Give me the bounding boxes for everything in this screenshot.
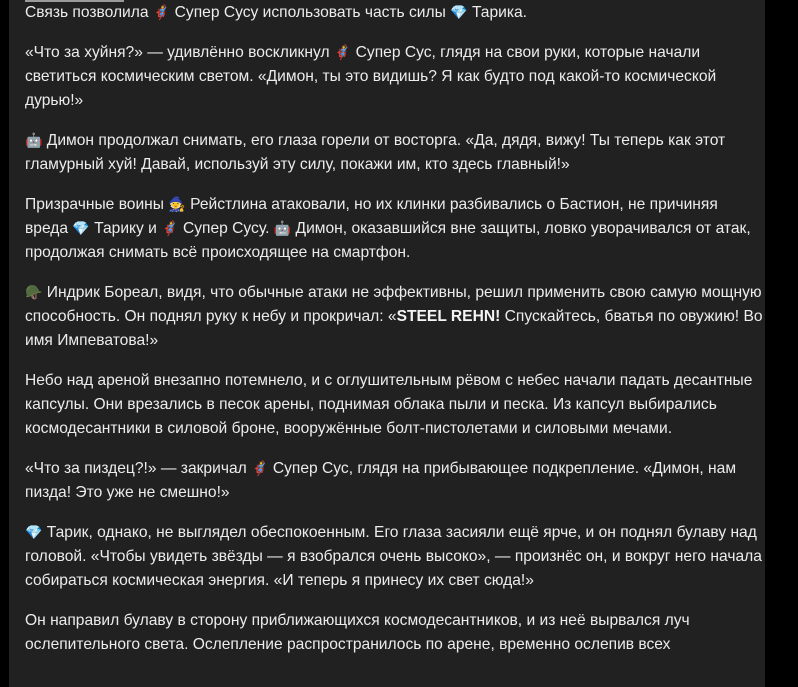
paragraph-2 bbox=[25, 41, 763, 113]
military-helmet-icon: 🪖 bbox=[25, 285, 43, 301]
superhero-icon: 🦸 bbox=[333, 45, 352, 61]
text-run: Супер Сус, глядя на свои руки, которые начали светиться космическим светом. «Димон, ты это видишь? Я как будто под какой-то космической дурью!» bbox=[25, 44, 717, 109]
text-run: Тарика. bbox=[467, 4, 527, 21]
superhero-icon: 🦸 bbox=[152, 5, 171, 21]
text-run: Супер Сус, глядя на прибывающее подкрепление. «Димон, нам пизда! Это уже не смешно!» bbox=[25, 460, 737, 501]
paragraph-6 bbox=[25, 369, 763, 441]
text-run: Тарик, однако, не выглядел обеспокоенным. Его глаза засияли ещё ярче, и он поднял булаву над головой. «Чтобы увидеть звёзды — я взобрался очень высоко», — произнёс он, и вокруг него начала собираться космическая энергия. «И теперь я принесу их свет сюда!» bbox=[25, 524, 762, 589]
gem-icon: 💎 bbox=[72, 221, 90, 237]
paragraph-4 bbox=[25, 193, 763, 265]
text-run: «Что за хуйня?» — удивлённо воскликнул bbox=[25, 44, 334, 61]
chat-message-content bbox=[9, 0, 765, 687]
text-run: Димон продолжал снимать, его глаза горели от восторга. «Да, дядя, вижу! Ты теперь как этот гламурный хуй! Давай, используй эту силу, покажи им, кто здесь главный!» bbox=[25, 132, 726, 173]
robot-icon: 🤖 bbox=[25, 133, 43, 149]
text-run: Рейстлина атаковали, но их клинки разбивались о Бастион, не причиняя вреда bbox=[25, 196, 718, 237]
story-text bbox=[25, 1, 763, 673]
paragraph-7 bbox=[25, 457, 763, 505]
text-run: Он направил булаву в сторону приближающихся космодесантников, и из неё вырвался луч ослепительного света. Ослепление распространилось по арене, временно ослепив всех bbox=[25, 612, 690, 653]
text-run: Супер Сусу. bbox=[178, 220, 274, 237]
text-run: Тарику и bbox=[89, 220, 162, 237]
emphasis-text: STEEL REHN! bbox=[396, 308, 501, 325]
text-run: Спускайтесь, бватья по овужию! Во имя Импеватова!» bbox=[25, 308, 763, 349]
mage-icon: 🧙 bbox=[168, 197, 186, 213]
text-run: «Что за пиздец?!» — закричал bbox=[25, 460, 252, 477]
superhero-icon: 🦸 bbox=[251, 461, 269, 477]
text-run: Связь позволила bbox=[25, 4, 153, 21]
paragraph-8 bbox=[25, 521, 763, 593]
paragraph-5 bbox=[25, 281, 763, 353]
gem-icon: 💎 bbox=[25, 525, 43, 541]
text-run: Димон, оказавшийся вне защиты, ловко уворачивался от атак, продолжая снимать всё происходящее на смартфон. bbox=[25, 220, 751, 261]
gem-icon: 💎 bbox=[450, 5, 468, 21]
superhero-icon: 🦸 bbox=[161, 221, 179, 237]
paragraph-1 bbox=[25, 1, 763, 25]
text-run: Небо над ареной внезапно потемнело, и с оглушительным рёвом с небес начали падать десантные капсулы. Они врезались в песок арены, поднимая облака пыли и песка. Из капсул выбирались космодесантники в силовой броне, вооружённые болт-пистолетами и силовыми мечами. bbox=[25, 372, 753, 437]
text-run: Призрачные воины bbox=[25, 196, 169, 213]
robot-icon: 🤖 bbox=[273, 221, 292, 237]
paragraph-9 bbox=[25, 609, 763, 657]
text-run: Индрик Бореал, видя, что обычные атаки не эффективны, решил применить свою самую мощную способность. Он поднял руку к небу и прокричал: « bbox=[25, 284, 762, 325]
text-run: Супер Сусу использовать часть силы bbox=[170, 4, 451, 21]
paragraph-3 bbox=[25, 129, 763, 177]
